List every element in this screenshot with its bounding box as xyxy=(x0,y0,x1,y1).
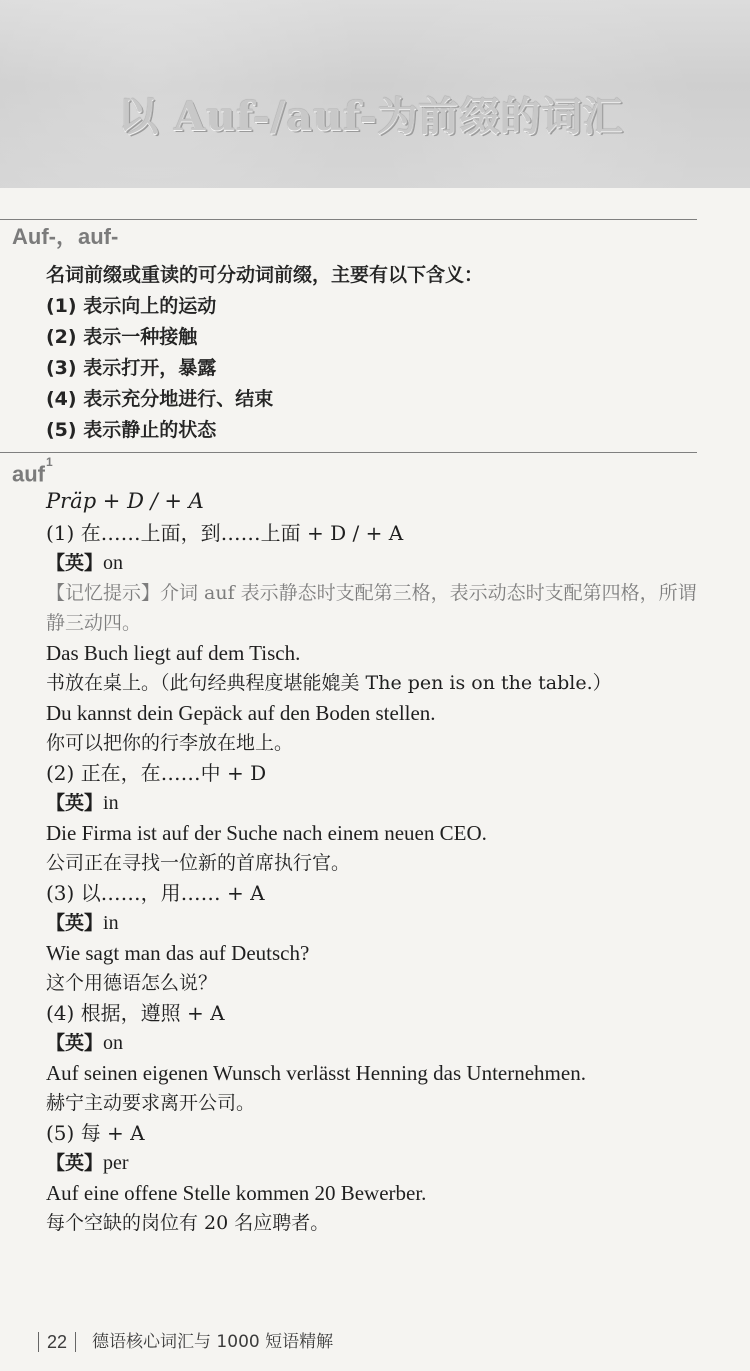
sense-2-english-value: in xyxy=(103,792,119,814)
english-label: 【英】 xyxy=(46,1032,104,1054)
sense-3-example-zh: 这个用德语怎么说？ xyxy=(46,972,218,994)
sense-1-example-2-de: Du kannst dein Gepäck auf den Boden stellen. xyxy=(46,701,436,725)
sense-5-definition: (5) 每 + A xyxy=(46,1121,145,1145)
sense-2-english xyxy=(46,788,701,818)
sense-1-english-value: on xyxy=(103,552,124,574)
prefix-meaning-5: (5) 表示静止的状态 xyxy=(46,419,217,441)
sense-5-english xyxy=(46,1148,701,1178)
book-title: 德语核心词汇与 1000 短语精解 xyxy=(92,1332,334,1352)
page-number: 22 xyxy=(47,1332,68,1352)
sense-5-english-value: per xyxy=(103,1152,129,1174)
sense-3-example-de: Wie sagt man das auf Deutsch? xyxy=(46,941,310,965)
sense-5-example-zh: 每个空缺的岗位有 20 名应聘者。 xyxy=(46,1212,330,1234)
section-divider-top xyxy=(0,219,697,220)
grammar-pattern: Präp + D / + A xyxy=(46,489,204,513)
english-label: 【英】 xyxy=(46,1152,104,1174)
sense-1-example-2-zh: 你可以把你的行李放在地上。 xyxy=(46,732,294,754)
prefix-explanation-block xyxy=(46,260,686,446)
sense-4-english xyxy=(46,1028,701,1058)
prefix-meaning-4: (4) 表示充分地进行、结束 xyxy=(46,388,274,410)
sense-3-english xyxy=(46,908,701,938)
sense-3-english-value: in xyxy=(103,912,119,934)
sense-4-definition: (4) 根据，遵照 + A xyxy=(46,1001,225,1025)
prefix-intro: 名词前缀或重读的可分动词前缀，主要有以下含义： xyxy=(46,264,484,286)
english-label: 【英】 xyxy=(46,912,104,934)
sense-1-english xyxy=(46,548,701,578)
prefix-meaning-1: (1) 表示向上的运动 xyxy=(46,295,217,317)
sense-2-example-zh: 公司正在寻找一位新的首席执行官。 xyxy=(46,852,351,874)
word-headword-container xyxy=(12,456,53,487)
prefix-headword: Auf-，auf- xyxy=(12,224,119,249)
sense-4-example-de: Auf seinen eigenen Wunsch verlässt Henning das Unternehmen. xyxy=(46,1061,586,1085)
section-divider-middle xyxy=(0,452,697,453)
sense-1-definition: (1) 在……上面，到……上面 + D / + A xyxy=(46,521,404,545)
sense-5-example-de: Auf eine offene Stelle kommen 20 Bewerber. xyxy=(46,1181,427,1205)
prefix-meaning-3: (3) 表示打开，暴露 xyxy=(46,357,217,379)
prefix-meaning-2: (2) 表示一种接触 xyxy=(46,326,198,348)
memory-hint: 【记忆提示】介词 auf 表示静态时支配第三格，表示动态时支配第四格，所谓静三动四。 xyxy=(46,582,697,634)
page-title: 以 Auf-/auf-为前缀的词汇 xyxy=(118,93,624,140)
sense-3-definition: (3) 以……，用…… + A xyxy=(46,881,265,905)
sense-1-example-1-zh: 书放在桌上。（此句经典程度堪能媲美 The pen is on the table.） xyxy=(46,672,612,694)
footer-separator-left xyxy=(38,1332,39,1352)
page-footer xyxy=(38,1330,333,1354)
dictionary-entry-content xyxy=(46,518,701,1238)
footer-separator-right xyxy=(75,1332,76,1352)
word-headword: auf xyxy=(12,461,45,487)
sense-4-english-value: on xyxy=(103,1032,124,1054)
title-banner xyxy=(0,0,750,188)
sense-1-example-1-de: Das Buch liegt auf dem Tisch. xyxy=(46,641,301,665)
sense-4-example-zh: 赫宁主动要求离开公司。 xyxy=(46,1092,256,1114)
sense-2-example-de: Die Firma ist auf der Suche nach einem neuen CEO. xyxy=(46,821,487,845)
sense-2-definition: (2) 正在，在……中 + D xyxy=(46,761,267,785)
english-label: 【英】 xyxy=(46,792,104,814)
english-label: 【英】 xyxy=(46,552,104,574)
headword-superscript: 1 xyxy=(46,455,53,469)
